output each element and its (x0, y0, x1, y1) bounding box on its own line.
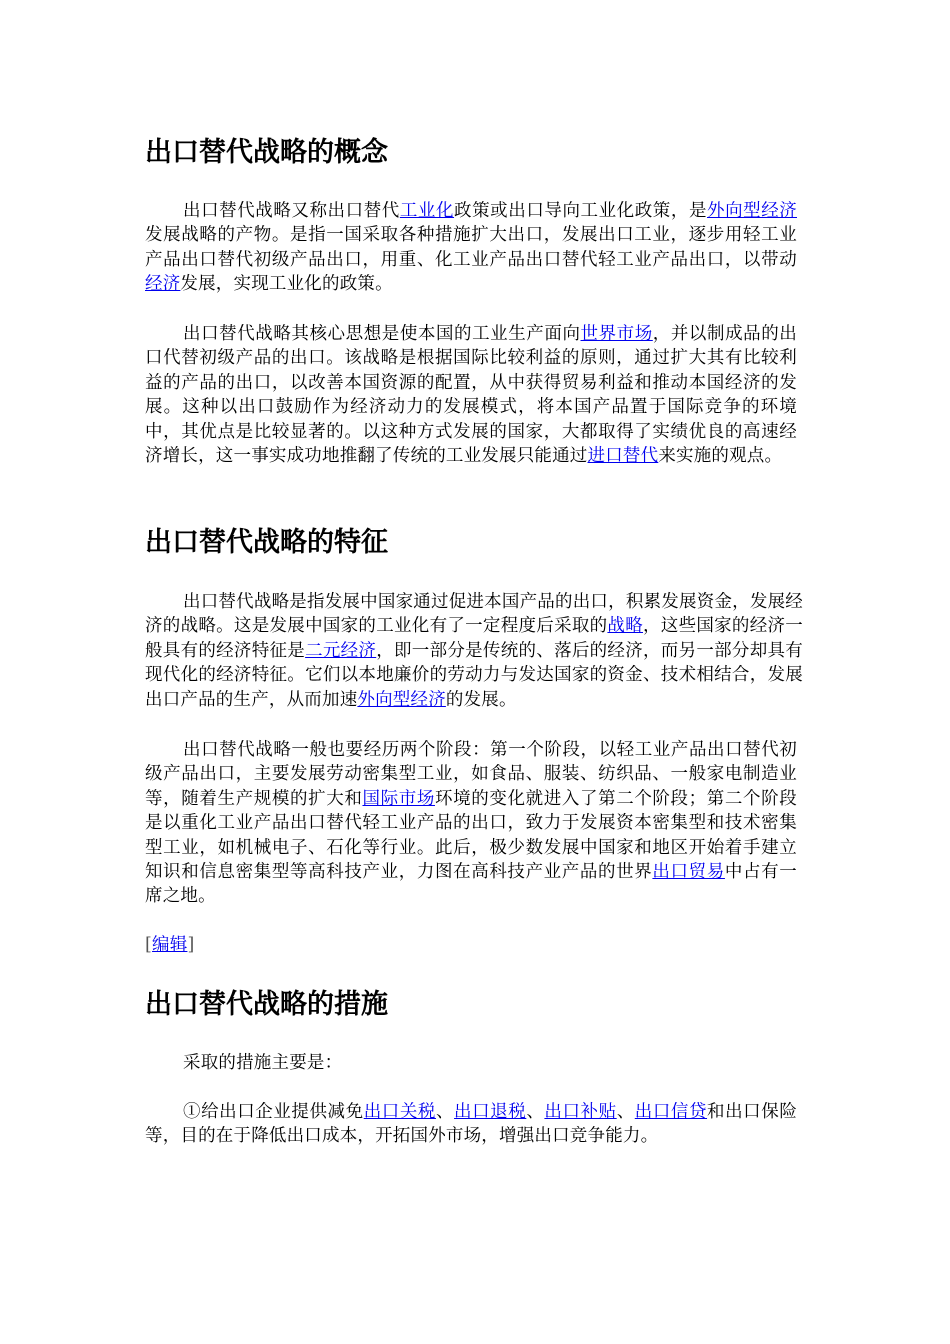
link-export-tariff[interactable]: 出口关税 (363, 1102, 436, 1122)
text-segment: 出口替代战略一般也要经历两个阶段：第一个阶段，以轻工业产品出口替代初级产品出口，主要发展劳动密集型工业，如食品、服装、纺织品、一般家电制造业等，随着生产规模的扩大和 (145, 740, 797, 809)
text-segment: ，即一部分是传统的、落后的经济，而另一部分却具有现代化的经济特征。它们以本地廉价的劳动力与发达国家的资金、技术相结合，发展出口产品的生产，从而加速 (145, 640, 803, 710)
link-export-credit[interactable]: 出口信贷 (634, 1102, 708, 1122)
text-segment: 发展，实现工业化的政策。 (180, 274, 393, 295)
text-segment: 环境的变化就进入了第二个阶段；第二个阶段是以重化工业产品出口替代轻工业产品的出口，致力于发展资本密集型和技术密集型工业，如机械电子、石化等行业。此后，极少数发展中国家和地区开始着手建立知识和信息密集型等高科技产业，力图在高科技产业产品的世界 (145, 788, 797, 883)
section-heading: 出口替代战略的概念 (145, 137, 388, 168)
edit-bracket-close: ] (187, 935, 195, 955)
link-outward-economy[interactable]: 外向型经济 (357, 689, 446, 710)
text-segment: 出口替代战略其核心思想是使本国的工业生产面向 (183, 324, 581, 344)
paragraph (145, 1051, 797, 1075)
link-export-tax-rebate[interactable]: 出口退税 (454, 1102, 527, 1122)
text-segment: ①给出口企业提供减免 (183, 1102, 364, 1122)
text-segment: 政策或出口导向工业化政策，是 (454, 201, 708, 221)
link-export-trade[interactable]: 出口贸易 (652, 862, 725, 883)
text-segment: 、 (616, 1102, 635, 1122)
link-economy[interactable]: 经济 (145, 274, 181, 295)
text-segment: ，并以制成品的出口代替初级产品的出口。该战略是根据国际比较利益的原则，通过扩大其有比较利益的产品的出口，以改善本国资源的配置，从中获得贸易利益和推动本国经济的发展。这种以出口鼓励作为经济动力的发展模式，将本国产品置于国际竞争的环境中，其优点是比较显著的。以这种方式发展的国家，大都取得了实绩优良的高速经济增长，这一事实成功地推翻了传统的工业发展只能通过 (145, 324, 797, 467)
text-segment: 发展战略的产物。是指一国采取各种措施扩大出口，发展出口工业，逐步用轻工业产品出口替代初级产品出口，用重、化工业产品出口替代轻工业产品出口，以带动 (145, 225, 797, 270)
text-segment: 、 (435, 1102, 455, 1122)
text-segment: 来实施的观点。 (658, 446, 783, 467)
paragraph (145, 199, 797, 297)
link-import-substitution[interactable]: 进口替代 (587, 446, 659, 467)
link-strategy[interactable]: 战略 (607, 616, 643, 637)
paragraph (145, 590, 803, 712)
edit-bracket-open: [ (145, 935, 153, 955)
paragraph (145, 1100, 797, 1149)
text-segment: 出口替代战略是指发展中国家通过促进本国产品的出口，积累发展资金，发展经济的战略。这是发展中国家的工业化有了一定程度后采取的 (145, 592, 803, 637)
edit-section (145, 933, 194, 957)
link-industrialization[interactable]: 工业化 (399, 201, 455, 221)
link-international-market[interactable]: 国际市场 (362, 788, 435, 809)
paragraph (145, 738, 797, 909)
text-segment: 、 (526, 1102, 545, 1122)
link-dual-economy[interactable]: 二元经济 (305, 640, 377, 661)
text-segment: 和出口保险等，目的在于降低出口成本，开拓国外市场，增强出口竞争能力。 (145, 1102, 798, 1147)
text-segment: 采取的措施主要是： (183, 1053, 343, 1073)
link-export-subsidy[interactable]: 出口补贴 (544, 1102, 617, 1122)
text-segment: ，这些国家的经济一般具有的经济特征是 (145, 616, 803, 661)
link-outward-economy[interactable]: 外向型经济 (707, 201, 797, 221)
section-heading: 出口替代战略的特征 (145, 527, 388, 558)
paragraph (145, 322, 797, 468)
text-segment: 中占有一席之地。 (145, 862, 797, 907)
text-segment: 出口替代战略又称出口替代 (183, 201, 400, 221)
link-world-market[interactable]: 世界市场 (580, 324, 653, 344)
text-segment: 的发展。 (445, 689, 517, 710)
section-heading: 出口替代战略的措施 (145, 989, 388, 1020)
edit-link[interactable]: 编辑 (152, 935, 188, 955)
